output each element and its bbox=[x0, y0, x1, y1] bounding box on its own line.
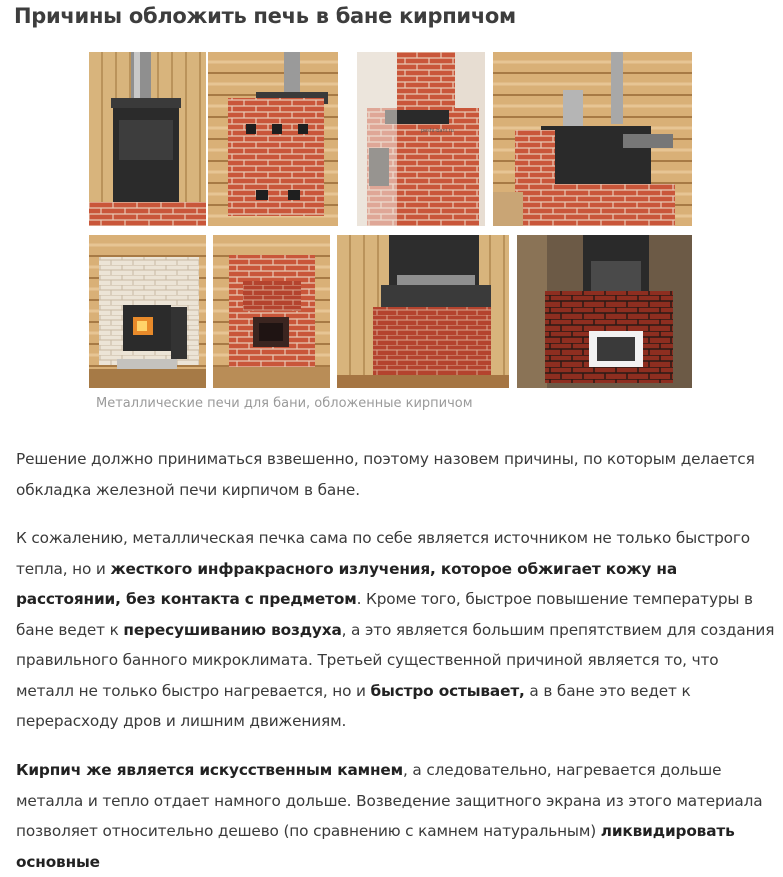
brick-chimney-stove-photo-icon bbox=[357, 52, 485, 226]
text: , а это является большим препятствием для создания правильного банного микроклимата. Третьей существенной причиной является то, что металл не только быстро нагревается, но и bbox=[16, 620, 775, 700]
bold-text: пересушиванию воздуха bbox=[123, 620, 342, 639]
white-brick-fireplace-photo-icon bbox=[89, 235, 206, 388]
brick-stove-photo-icon bbox=[208, 52, 338, 226]
brick-building-photo-icon bbox=[493, 52, 692, 226]
photo-watermark: peshi-bani.ru bbox=[421, 128, 454, 134]
bold-text: Кирпич же является искусственным камнем bbox=[16, 761, 403, 779]
paragraph-metal-drawbacks bbox=[16, 523, 778, 737]
bold-text: быстро остывает, bbox=[370, 681, 525, 700]
bold-text: жесткого инфракрасного излучения, которое обжигает кожу на расстоянии, без контакта с предметом bbox=[16, 559, 677, 608]
text: а в бане это ведет к перерасходу дров и лишним движениям. bbox=[16, 681, 691, 730]
article-title: Причины обложить печь в бане кирпичом bbox=[14, 4, 516, 28]
old-brick-stove-photo-icon bbox=[517, 235, 692, 388]
red-brick-fireplace-photo-icon bbox=[213, 235, 330, 388]
text: К сожалению, металлическая печка сама по себе является источником не только быстрого тепла, но и bbox=[16, 529, 750, 578]
text: , а следовательно, нагревается дольше металла и тепло отдает намного дольше. Возведение защитного экрана из этого материала позволяет относительно дешево (по сравнению с камнем натуральным) bbox=[16, 761, 763, 840]
paragraph-reasons-intro bbox=[16, 444, 778, 505]
figure-caption: Металлические печи для бани, обложенные кирпичом bbox=[96, 396, 473, 411]
text: . Кроме того, быстрое повышение температуры в бане ведет к bbox=[16, 590, 753, 639]
paragraph-brick-benefits bbox=[16, 755, 778, 877]
metal-stove-photo-icon bbox=[89, 52, 206, 226]
photo-collage bbox=[89, 52, 692, 422]
text: Решение должно приниматься взвешенно, поэтому назовем причины, по которым делается обкладка железной печи кирпичом в бане. bbox=[16, 450, 755, 499]
bold-text: ликвидировать основные bbox=[16, 822, 735, 871]
brick-sauna-stove-photo-icon bbox=[337, 235, 509, 388]
